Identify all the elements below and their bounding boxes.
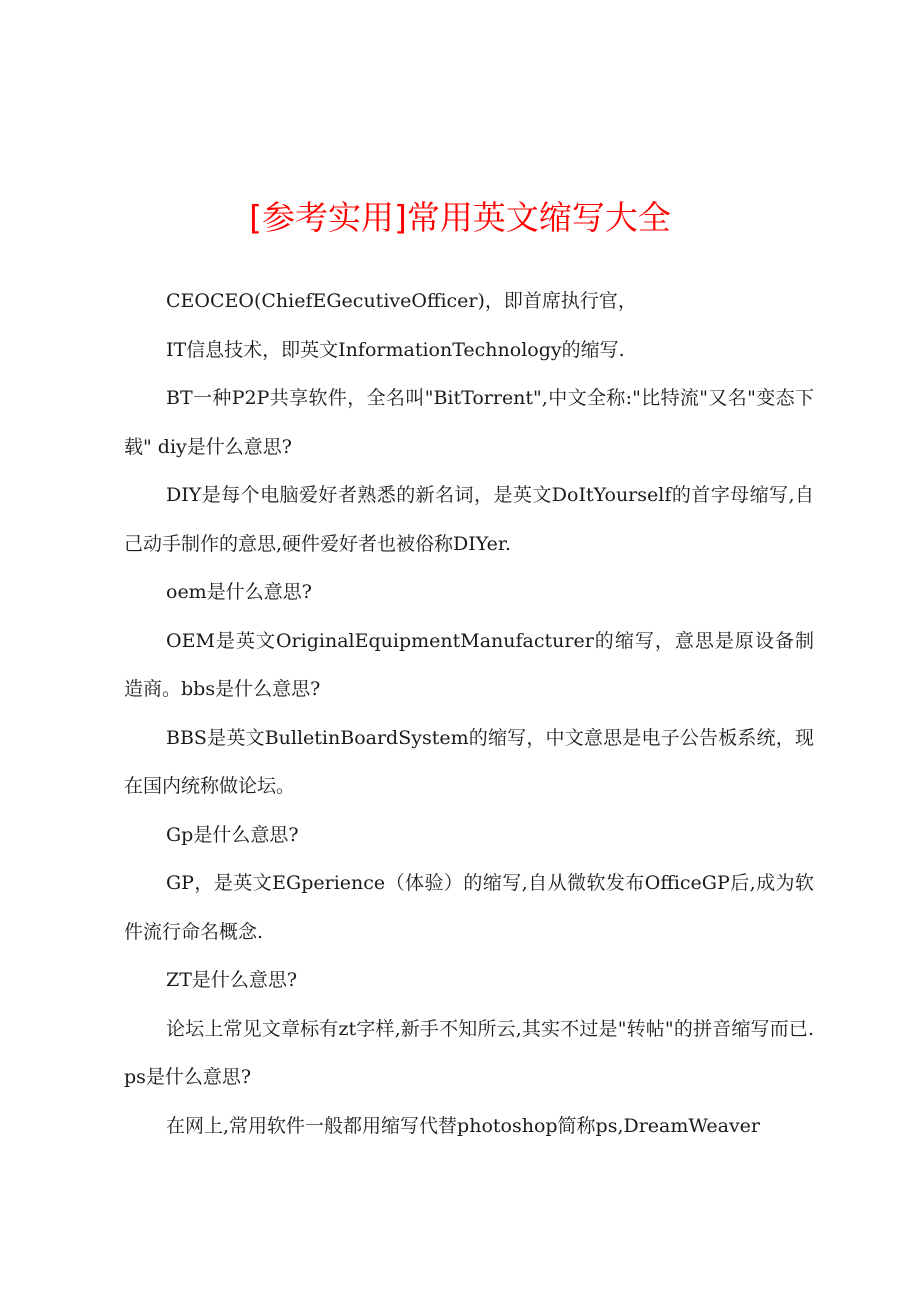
paragraph-diy: DIY是每个电脑爱好者熟悉的新名词，是英文DoItYourself的首字母缩写,自己动手制作的意思,硬件爱好者也被俗称DIYer. (124, 484, 814, 555)
paragraph-gp: GP，是英文EGperience（体验）的缩写,自从微软发布OfficeGP后,成为软件流行命名概念. (124, 872, 814, 943)
paragraph-gp-question: Gp是什么意思? (166, 823, 299, 846)
paragraph-zt: 论坛上常见文章标有zt字样,新手不知所云,其实不过是"转帖"的拼音缩写而已. ps是什么意思? (124, 1017, 814, 1088)
paragraph-software: 在网上,常用软件一般都用缩写代替photoshop简称ps,DreamWeaver (166, 1114, 761, 1137)
paragraph-bt: BT一种P2P共享软件，全名叫"BitTorrent",中文全称:"比特流"又名"变态下载" diy是什么意思? (124, 387, 814, 458)
document-title: [参考实用]常用英文缩写大全 (249, 198, 671, 237)
paragraph-ceo: CEOCEO(ChiefEGecutiveOfficer)，即首席执行官， (166, 290, 637, 312)
paragraph-oem-question: oem是什么意思? (166, 581, 312, 603)
paragraph-oem: OEM是英文OriginalEquipmentManufacturer的缩写，意思是原设备制造商。bbs是什么意思? (124, 629, 814, 700)
paragraph-it: IT信息技术，即英文InformationTechnology的缩写. (166, 338, 625, 361)
paragraph-bbs: BBS是英文BulletinBoardSystem的缩写，中文意思是电子公告板系统，现在国内统称做论坛。 (124, 726, 814, 797)
document-body (124, 277, 814, 1150)
paragraph-zt-question: ZT是什么意思? (166, 969, 298, 991)
